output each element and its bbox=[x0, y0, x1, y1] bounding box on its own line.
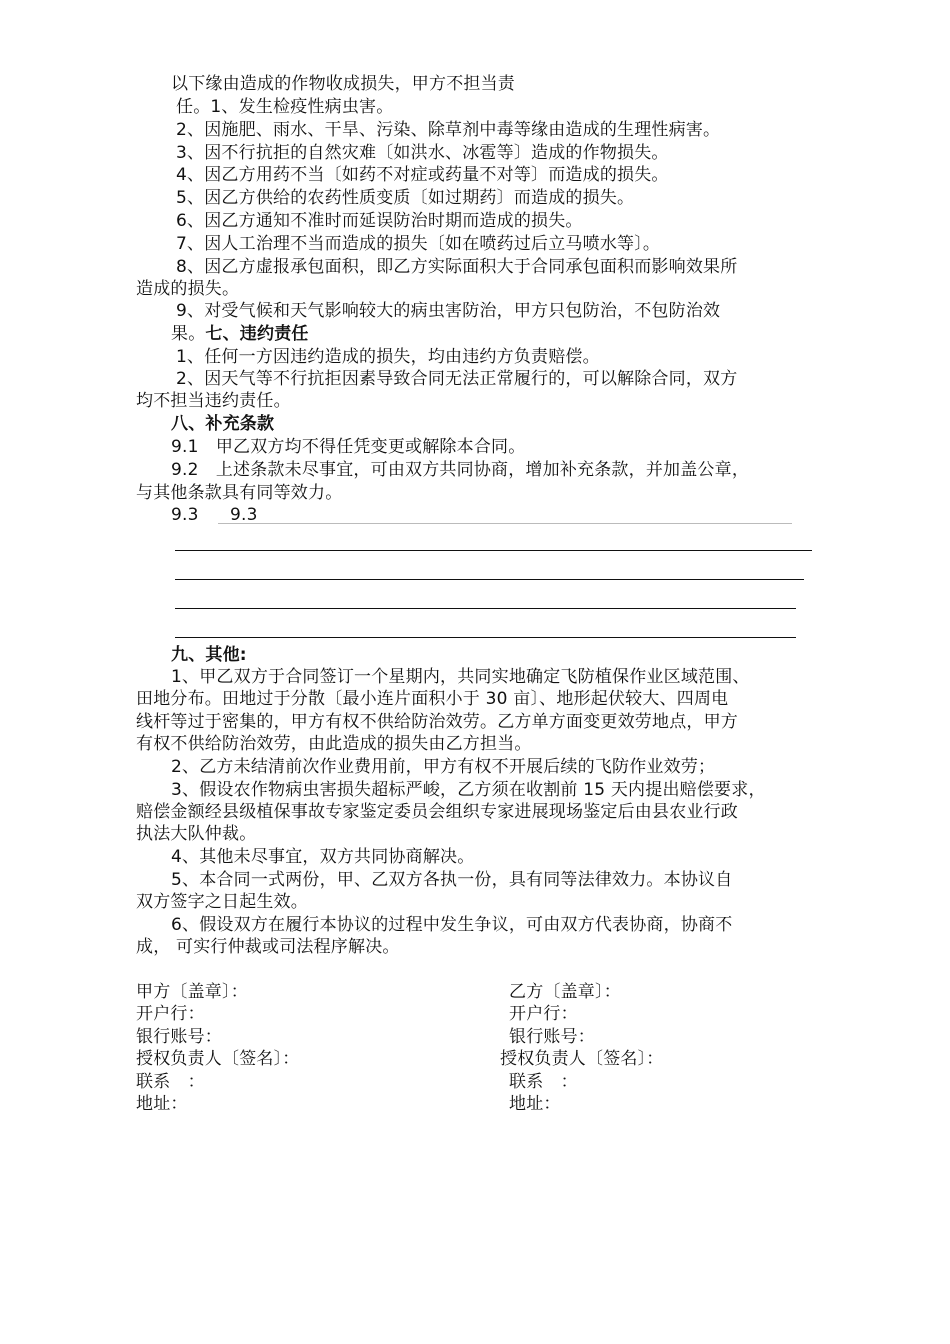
section-7-heading: 七、违约责任 bbox=[205, 324, 309, 344]
party-a-seal: 甲方〔盖章〕： bbox=[136, 982, 248, 1002]
party-a-rep: 授权负责人〔签名〕： bbox=[136, 1049, 300, 1069]
clause-9-2-line2: 与其他条款具有同等效力。 bbox=[136, 483, 343, 503]
exclusion-item-9-line2-row bbox=[171, 323, 309, 345]
other-line: 1、甲乙双方于合同签订一个星期内，共同实地确定飞防植保作业区域范围、 bbox=[171, 667, 750, 687]
other-line: 线杆等过于密集的，甲方有权不供给防治效劳。乙方单方面变更效劳地点，甲方 bbox=[136, 712, 738, 732]
other-line: 5、本合同一式两份，甲、乙双方各执一份，具有同等法律效力。本协议自 bbox=[171, 870, 733, 890]
other-line: 3、假设农作物病虫害损失超标严峻，乙方须在收割前 15 天内提出赔偿要求， bbox=[171, 780, 766, 800]
exclusion-item-8-line1: 8、因乙方虚报承包面积，即乙方实际面积大于合同承包面积而影响效果所 bbox=[176, 257, 738, 277]
other-line: 赔偿金额经县级植保事故专家鉴定委员会组织专家进展现场鉴定后由县农业行政 bbox=[136, 802, 738, 822]
other-line: 4、其他未尽事宜，双方共同协商解决。 bbox=[171, 847, 475, 867]
exclusion-intro-line2: 任。1、发生检疫性病虫害。 bbox=[176, 97, 394, 117]
clause-9-2-line1: 9.2 上述条款未尽事宜，可由双方共同协商，增加补充条款，并加盖公章， bbox=[171, 460, 750, 480]
party-a-address: 地址： bbox=[136, 1094, 188, 1114]
exclusion-item-9-line2: 果。 bbox=[171, 324, 206, 344]
exclusion-item-4: 4、因乙方用药不当〔如药不对症或药量不对等〕而造成的损失。 bbox=[176, 165, 669, 185]
blank-line-2 bbox=[175, 579, 804, 580]
party-a-bank: 开户行： bbox=[136, 1004, 205, 1024]
exclusion-item-9-line1: 9、对受气候和天气影响较大的病虫害防治，甲方只包防治，不包防治效 bbox=[176, 301, 721, 321]
blank-line-4 bbox=[175, 637, 796, 638]
blank-line-3 bbox=[175, 608, 796, 609]
other-line: 6、假设双方在履行本协议的过程中发生争议，可由双方代表协商，协商不 bbox=[171, 915, 733, 935]
exclusion-item-2: 2、因施肥、雨水、干旱、污染、除草剂中毒等缘由造成的生理性病害。 bbox=[176, 120, 721, 140]
other-line: 田地分布。田地过于分散〔最小连片面积小于 30 亩〕、地形起伏较大、四周电 bbox=[136, 689, 729, 709]
section-8-heading: 八、补充条款 bbox=[171, 414, 275, 434]
exclusion-item-5: 5、因乙方供给的农药性质变质〔如过期药〕而造成的损失。 bbox=[176, 188, 635, 208]
exclusion-intro-line1: 以下缘由造成的作物收成损失，甲方不担当责 bbox=[171, 74, 515, 94]
other-line: 有权不供给防治效劳，由此造成的损失由乙方担当。 bbox=[136, 734, 532, 754]
party-b-bank: 开户行： bbox=[509, 1004, 578, 1024]
other-line: 双方签字之日起生效。 bbox=[136, 892, 308, 912]
party-a-contact: 联系 ： bbox=[136, 1072, 205, 1092]
clause-9-1: 9.1 甲乙双方均不得任凭变更或解除本合同。 bbox=[171, 437, 526, 457]
party-a-account: 银行账号： bbox=[136, 1027, 222, 1047]
exclusion-item-3: 3、因不行抗拒的自然灾难〔如洪水、冰雹等〕造成的作物损失。 bbox=[176, 143, 669, 163]
exclusion-item-7: 7、因人工治理不当而造成的损失〔如在喷药过后立马喷水等〕。 bbox=[176, 234, 661, 254]
other-line: 2、乙方未结清前次作业费用前，甲方有权不开展后续的飞防作业效劳； bbox=[171, 757, 716, 777]
party-b-rep: 授权负责人〔签名〕： bbox=[500, 1049, 664, 1069]
party-b-seal: 乙方〔盖章〕： bbox=[509, 982, 621, 1002]
party-b-contact: 联系 ： bbox=[509, 1072, 578, 1092]
breach-item-2-line1: 2、因天气等不行抗拒因素导致合同无法正常履行的，可以解除合同，双方 bbox=[176, 369, 738, 389]
exclusion-item-6: 6、因乙方通知不准时而延误防治时期而造成的损失。 bbox=[176, 211, 583, 231]
party-b-account: 银行账号： bbox=[509, 1027, 595, 1047]
other-line: 成， 可实行仲裁或司法程序解决。 bbox=[136, 937, 400, 957]
blank-line-1 bbox=[175, 550, 812, 551]
section-9-heading: 九、其他: bbox=[171, 645, 247, 665]
other-line: 执法大队仲裁。 bbox=[136, 824, 257, 844]
breach-item-2-line2: 均不担当违约责任。 bbox=[136, 391, 291, 411]
exclusion-item-8-line2: 造成的损失。 bbox=[136, 279, 240, 299]
clause-9-3-underline bbox=[218, 523, 792, 524]
clause-9-3-label: 9.3 bbox=[171, 505, 199, 525]
party-b-address: 地址： bbox=[509, 1094, 561, 1114]
breach-item-1: 1、任何一方因违约造成的损失，均由违约方负责赔偿。 bbox=[176, 347, 600, 367]
clause-9-3-value: 9.3 bbox=[230, 505, 258, 525]
